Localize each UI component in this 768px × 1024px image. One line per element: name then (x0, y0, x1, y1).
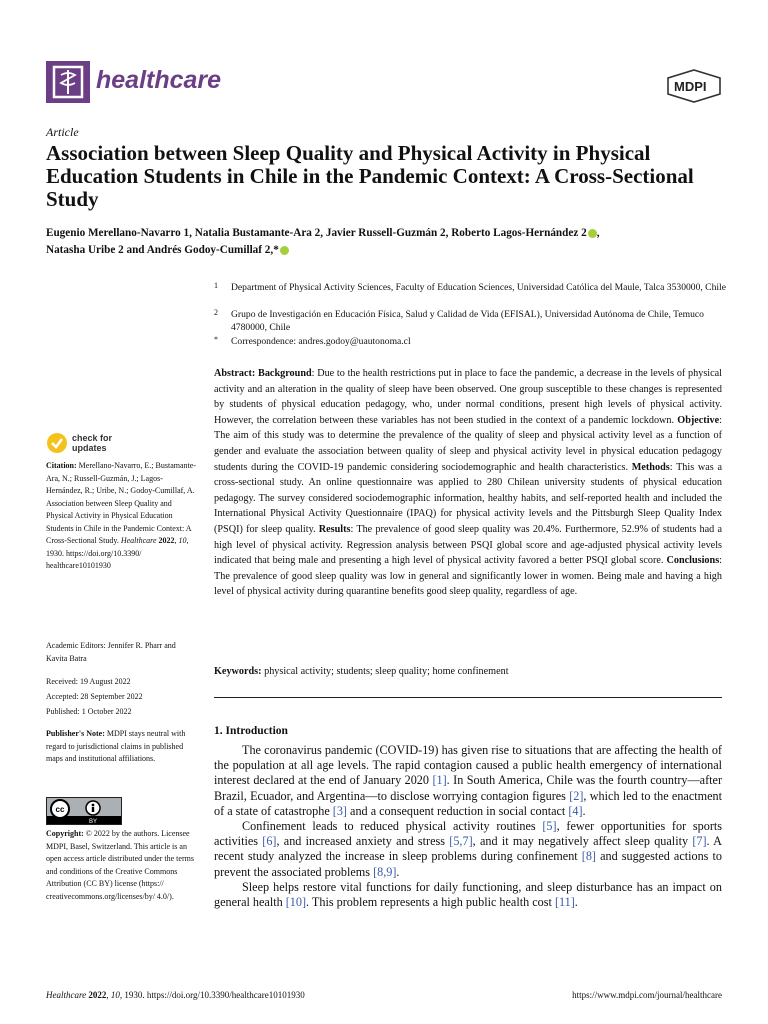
affiliation-mark: 1 (214, 281, 218, 290)
results-text: : The prevalence of good sleep quality was 20.4%. Furthermore, 52.9% of students had a high level of physical activity. Regression analysis between PSQI global score and age-adjusted physical activity levels indicated that being male and presenting a high level of physical activity favored a better PSQI global score. (214, 523, 722, 567)
conclusions-text: : The prevalence of good sleep quality was low in general and significantly lower in women. Being male and having a high level of physical activity during quarantine benefits good sleep quality, regardless of age. (214, 555, 722, 598)
affiliation-1 (214, 282, 734, 295)
affiliation-text: Grupo de Investigación en Educación Física, Salud y Calidad de Vida (EFISAL), Universidad Autónoma de Chile, Temuco 4780000, Chile (231, 309, 704, 333)
affiliation-2 (214, 309, 734, 334)
abstract (214, 366, 722, 600)
citation-link[interactable]: [5,7] (449, 834, 473, 849)
journal-logo (46, 61, 90, 103)
received-date: Received: 19 August 2022 (46, 677, 131, 686)
keywords-label: Keywords: (214, 666, 262, 677)
published-date: Published: 1 October 2022 (46, 707, 132, 716)
affiliation-mark: 2 (214, 308, 218, 317)
article-type: Article (46, 125, 79, 139)
caduceus-icon (46, 61, 90, 103)
check-updates-label: check for updates (72, 433, 113, 453)
academic-editors: Academic Editors: Jennifer R. Pharr and Kavita Batra (46, 641, 176, 663)
footer-journal-url[interactable]: https://www.mdpi.com/journal/healthcare (572, 990, 722, 1000)
citation-block: Citation: Merellano-Navarro, E.; Bustamante-Ara, N.; Russell-Guzmán, J.; Lagos-Hernández, R.; Uribe, N.; Godoy-Cumillaf, A. Association between Sleep Quality and Physical Activity in Physical Education Students in Chile in the Pandemic Context: A Cross-Sectional Study. Healthcare 2022, 10, 1930. https://doi.org/10.3390/ healthcare10101930 (46, 461, 196, 570)
citation-link[interactable]: [3] (332, 803, 347, 818)
authors-line-2: Natasha Uribe 2 and Andrés Godoy-Cumillaf 2,* (46, 244, 279, 256)
check-for-updates-badge[interactable] (46, 432, 198, 454)
divider (214, 697, 722, 698)
paragraph: The coronavirus pandemic (COVID-19) has given rise to situations that are affecting the health of the population at all age levels. The rapid contagion caused a public health emergency of international interest declared at the end of January 2020 [1]. In South America, Chile was the fourth country—after Brazil, Ecuador, and Argentina—to disclose worrying contagion figures [2], which led to the enactment of a state of catastrophe [3] and a consequent reduction in social contact [4]. (214, 743, 723, 818)
methods-text: : This was a cross-sectional study. An online questionnaire was applied to 280 Chilean university students of physical education pedagogy. The survey considered sociodemographic information, healthy habits, and self-reported health and included the International Physical Activity Questionnaire (IPAQ) for physical activity levels and the Pittsburgh Sleep Quality Index (PSQI) for sleep quality. (214, 461, 723, 535)
citation-link[interactable]: [7] (692, 834, 707, 849)
cc-by-icon (47, 798, 121, 824)
svg-text:BY: BY (88, 819, 98, 824)
mdpi-logo (665, 69, 723, 108)
methods-label: Methods (631, 461, 670, 473)
journal-name: healthcare (96, 66, 222, 94)
paragraph: Sleep helps restore vital functions for daily functioning, and sleep disturbance has an impact on general health [10]. This problem represents a high public health cost [11]. (214, 879, 722, 910)
cc-by-license-badge[interactable] (46, 797, 122, 825)
objective-label: Objective (677, 414, 720, 426)
citation-link[interactable]: [8] (581, 849, 596, 864)
objective-text: : The aim of this study was to determine the prevalence of the quality of sleep and physical activity level as a function of gender and evaluate the association between quality of sleep and physical activity level in physical education pedagogy students during the COVID-19 pandemic considering sociodemographic and health characteristics. (214, 414, 722, 473)
accepted-date: Accepted: 28 September 2022 (46, 692, 143, 701)
citation-link[interactable]: [8,9] (373, 864, 397, 879)
check-updates-icon (46, 432, 68, 454)
copyright-block: Copyright: © 2022 by the authors. Licensee MDPI, Basel, Switzerland. This article is an open access article distributed under the terms and conditions of the Creative Commons Attribution (CC BY) license (https:// creativecommons.org/licenses/by/ 4.0/). (46, 829, 194, 901)
orcid-icon[interactable] (588, 229, 597, 238)
article-title: Association between Sleep Quality and Physical Activity in Physical Education Students in Chile in the Pandemic Context: A Cross-Sectional Study (46, 141, 694, 211)
correspondence-text: Correspondence: andres.godoy@uautonoma.cl (231, 336, 411, 347)
background-label: Background (258, 368, 312, 379)
citation-link[interactable]: [2] (569, 788, 584, 803)
authors-line-1: Eugenio Merellano-Navarro 1, Natalia Bustamante-Ara 2, Javier Russell-Guzmán 2, Roberto Lagos-Hernández 2 (46, 227, 587, 239)
affiliation-text: Department of Physical Activity Sciences, Faculty of Education Sciences, Universidad Católica del Maule, Talca 3530000, Chile (231, 282, 726, 293)
publisher-name: MDPI (674, 79, 707, 94)
introduction-body (214, 743, 722, 910)
conclusions-label: Conclusions (666, 555, 720, 567)
background-text: : Due to the health restrictions put in place to face the pandemic, a decrease in the levels of physical activity and an alteration in the quality of sleep have been observed. One group susceptible to these changes is represented by students of physical education pedagogy, who, under normal conditions, present high levels of physical activity. However, the correlation between these variables has not been studied in the context of a pandemic lockdown. (214, 368, 722, 426)
section-heading: 1. Introduction (214, 725, 288, 737)
svg-text:cc: cc (55, 805, 65, 814)
abstract-label: Abstract: (214, 368, 256, 379)
citation-link[interactable]: [11] (554, 895, 575, 910)
affiliation-mark: * (214, 335, 218, 344)
citation-link[interactable]: [1] (432, 773, 447, 788)
paragraph: Confinement leads to reduced physical activity routines [5], fewer opportunities for sports activities [6], and increased anxiety and stress [5,7], and it may negatively affect sleep quality [7]. A recent study analyzed the increase in sleep problems during confinement [8] and suggested actions to prevent the associated problems [8,9]. (214, 819, 723, 879)
footer-citation: Healthcare 2022, 10, 1930. https://doi.org/10.3390/healthcare10101930 (46, 990, 305, 1000)
orcid-icon[interactable] (280, 246, 289, 255)
author-list: Eugenio Merellano-Navarro 1, Natalia Bustamante-Ara 2, Javier Russell-Guzmán 2, Roberto Lagos-Hernández 2 , Natasha Uribe 2 and Andrés Godoy-Cumillaf 2,* (46, 227, 600, 256)
citation-link[interactable]: [6] (262, 834, 277, 849)
citation-link[interactable]: [4] (568, 803, 583, 818)
results-label: Results (318, 523, 351, 535)
correspondence (214, 336, 734, 349)
citation-link[interactable]: [10] (285, 895, 307, 910)
keywords (214, 666, 722, 677)
publisher-note: Publisher's Note: MDPI stays neutral with regard to jurisdictional claims in published maps and institutional affiliations. (46, 729, 186, 763)
citation-link[interactable]: [5] (542, 819, 557, 834)
keywords-text: physical activity; students; sleep quality; home confinement (261, 666, 509, 677)
